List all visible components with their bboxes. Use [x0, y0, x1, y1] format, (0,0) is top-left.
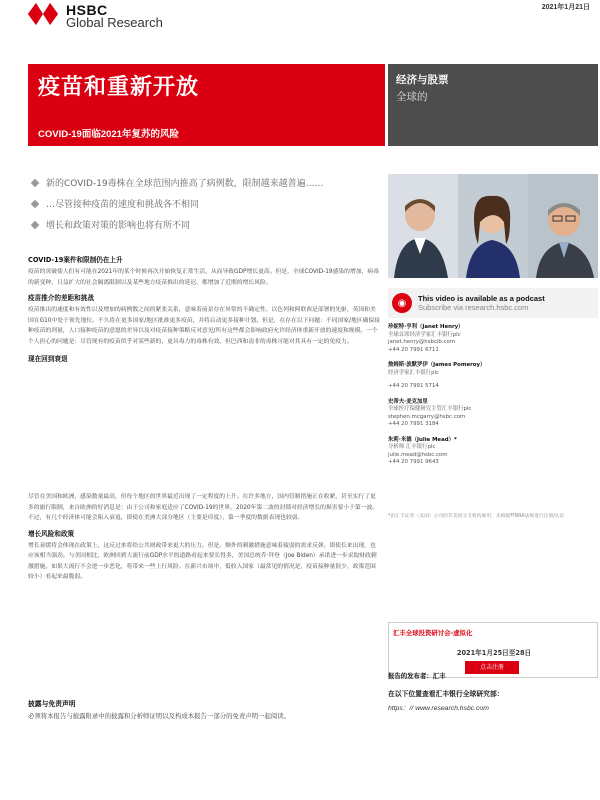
section-body: 疫苗推出的速度和有效性以及增加的病例数之间的紧张关系，意味着前景存在异常的不确定性。以色列和阿联酋是部署的先驱，英国和美国在G10中处于领先地位。不久将在更多国家/地区批准更多疫苗，并将启动更多接种计划。但是，在存在以下问题：不同国家/地区确保接种疫苗的剂量，人口接种疫苗的意愿的差异以及对疫苗接种策略反对意见/所有这些都会影响政府允许经济体重新开放的速度和规模。一个个人担心的问题是：尽管现有的疫苗似乎对某些新的，更具毒力的毒株有效，但巴西和南非的毒株可能对其具有一定的免疫力。 [28, 307, 380, 345]
report-subtitle: COVID-19面临2021年复苏的风险 [38, 129, 179, 140]
register-button[interactable]: 点击注册 [465, 661, 519, 674]
analyst-phone: +44 20 7991 3184 [388, 421, 439, 427]
section-heading: 现在回到衰退 [28, 355, 68, 363]
podcast-banner[interactable] [388, 288, 598, 318]
report-date: 2021年1月21日 [541, 4, 590, 11]
podcast-title: This video is available as a podcast [418, 294, 545, 303]
analyst-phone: +44 20 7991 9643 [388, 459, 439, 465]
event-date: 2021年1月25日至28日 [456, 649, 532, 657]
report-title: 疫苗和重新开放 [38, 75, 200, 100]
event-box [388, 622, 598, 678]
analyst-name: 詹姆斯·波默罗伊（James Pomeroy） [388, 362, 486, 368]
disclosure-body: 必须将本报告与披露附录中的披露和分析师证明以及构成本报告一部分的免责声明一起阅读。 [28, 712, 291, 720]
key-point [28, 172, 380, 193]
analyst-email[interactable]: janet.henry@hsbcib.com [388, 339, 456, 345]
diamond-bullet-icon [31, 178, 39, 186]
analyst-name: 史蒂夫·麦克加里 [388, 398, 428, 405]
key-point [28, 214, 380, 235]
main-body-continued [28, 492, 380, 587]
sub-brand-name: Global Research [66, 15, 163, 30]
analyst-photos[interactable] [388, 174, 598, 278]
employment-notice: *由汇丰证券（美国）公司的非美国分支机构雇用，未根据FINRA法规进行注册/认证 [388, 514, 565, 519]
analyst-name: 朱莉·米德（Julie Mead）* [388, 436, 457, 443]
website-heading: 在以下位置查看汇丰银行全球研究部： [388, 690, 504, 698]
analyst-title: 全球首席经济学家汇丰银行plc [388, 331, 461, 338]
section-body: 尽管在美国和欧洲，感染数量最高，但每个地区的世界最近出现了一定程度的上升。在许多地方，国内管制措施正在收紧，甚至实行了更多的旅行限制，来自欧洲的好消息是：由于公司和家庭适应了COVID-19的世界，2020年第二波的封锁对经济增长的损害要小于第一波。不过，有几个经济体可能会陷入衰退，即使在美洲大部分地区（主要是印度），第一季度的数据表现也较弱。 [28, 494, 379, 521]
report-prepared-by: 报告的发布者：汇丰 [388, 672, 446, 680]
analyst-email[interactable]: julie.mead@hsbc.com [388, 451, 448, 458]
key-point [28, 193, 380, 214]
analyst-title: 经济学家汇丰银行plc [388, 369, 440, 376]
diamond-bullet-icon [31, 199, 39, 207]
analyst-contact [388, 437, 598, 467]
key-point-text: 增长和政策对策的影响也将有所不同 [46, 221, 191, 231]
section-body: 增长衰缓将会体现在政策上，这反过来将给公共财政带来更大的压力。但是，额外的刺激措施意味着疲弱的需求反弹，即使长来出现，也应该相当强劲。与美国相比，欧洲回到大流行前GDP水平的道路看起来要长得多，美国总统乔·拜登（Joe Biden）承诺进一步采取财政刺激措施。如果大流行不会进一步恶化，将带来一些上行风险。在新兴市场中，低收入国家（最常见的情况是，疫苗接种量很少，政策范围较小）看起来最脆弱。 [28, 542, 377, 580]
analyst-contact [388, 399, 598, 429]
analyst-contact [388, 362, 598, 391]
analyst-email[interactable]: stephen.mcgarry@hsbc.com [388, 413, 466, 420]
section-heading: COVID-19案件和限制仍在上升 [28, 256, 123, 264]
event-title: 汇丰全球投资研讨会-虚拟化 [393, 629, 473, 637]
disclosure [28, 698, 380, 726]
analyst-phone: +44 20 7991 5714 [388, 383, 439, 389]
website-link[interactable]: https：// www.research.hsbc.com [388, 705, 489, 712]
analyst-name: 珍妮特·亨利（Janet Henry） [388, 324, 464, 330]
podcast-subscribe-link[interactable]: Subscribe via research.hsbc.com [418, 303, 529, 312]
section-heading: 增长风险和政策 [28, 529, 75, 538]
diamond-bullet-icon [31, 220, 39, 228]
analyst-title: 全球医疗保健研究主管汇丰银行plc [388, 406, 472, 412]
podcast-icon: ◉ [392, 293, 412, 313]
analyst-photos-image [388, 174, 598, 278]
section-heading: 疫苗推介的差距和挑战 [28, 294, 94, 302]
key-point-text: …尽管接种疫苗的速度和挑战各不相同 [46, 200, 200, 210]
analyst-contact [388, 324, 598, 354]
report-category: 经济与股票 [396, 74, 449, 86]
analyst-phone: +44 20 7991 6711 [388, 346, 439, 353]
main-body [28, 254, 380, 366]
key-points [28, 172, 380, 235]
disclosure-heading: 披露与免责声明 [28, 700, 76, 708]
key-point-text: 新的COVID-19毒株在全球范围内推高了病例数，限制越来越普遍…… [46, 179, 324, 189]
section-body: 疫苗的突破使人们有可能在2021年的某个时候再次开始恢复正常生活，从而导致GDP增长更高。但是，全球COVID-19感染的增加，病毒的新变种，日益扩大的社会隔离限制以及某些地方疫苗推出的延迟，都增加了近期的增长风险。 [28, 269, 379, 286]
hsbc-hexagon-logo-icon [28, 3, 58, 25]
report-region: 全球的 [396, 91, 428, 103]
analyst-title: 分析师 汇丰银行plc [388, 444, 436, 450]
brand-name: HSBC [66, 2, 108, 18]
analyst-contacts [388, 324, 598, 475]
